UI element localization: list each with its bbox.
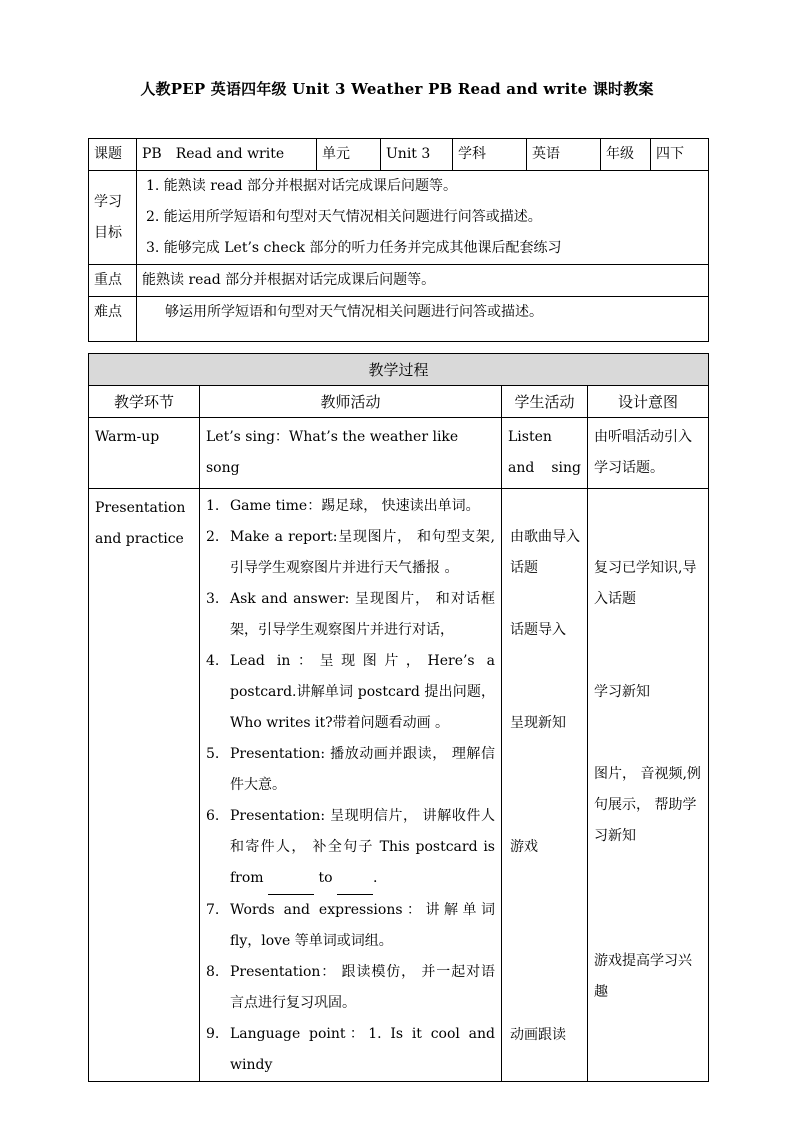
intent-item: 图片， 音视频,例句展示， 帮助学习新知 — [594, 766, 701, 844]
warmup-student: Listen and sing — [502, 418, 588, 489]
student-item: 呈现新知 — [510, 715, 566, 731]
intent-item: 学习新知 — [594, 684, 650, 700]
step-item: 1. Game time：踢足球， 快速读出单词。 — [206, 498, 480, 514]
danyuan-value: Unit 3 — [381, 139, 453, 171]
nianji-value: 四下 — [651, 139, 709, 171]
goals-label — [89, 171, 137, 265]
step-item: 6. Presentation: 呈现明信片， 讲解收件人和寄件人， 补全句子 This postcard is from to . — [206, 801, 495, 895]
xueke-label: 学科 — [453, 139, 527, 171]
goals-label-line1: 学习 — [94, 193, 122, 210]
warmup-stage: Warm-up — [89, 418, 200, 489]
header-student: 学生活动 — [502, 386, 588, 418]
step-item: 8. Presentation： 跟读模仿， 并一起对语言点进行复习巩固。 — [206, 964, 495, 1011]
blank-receiver — [337, 863, 373, 895]
diff-value: 够运用所学短语和句型对天气情况相关问题进行问答或描述。 — [137, 297, 709, 342]
intent-item: 复习已学知识,导入话题 — [594, 560, 697, 607]
stage-line: Presentation — [95, 500, 186, 516]
header-intent: 设计意图 — [588, 386, 709, 418]
design-intent — [588, 489, 709, 1082]
blank-sender — [268, 863, 314, 895]
keti-label: 课题 — [89, 139, 137, 171]
stage-line: and practice — [95, 531, 184, 547]
process-heading: 教学过程 — [89, 354, 709, 386]
nianji-label: 年级 — [601, 139, 651, 171]
keti-value: PB Read and write — [137, 139, 317, 171]
goal-item: 3. 能够完成 Let’s check 部分的听力任务并完成其他课后配套练习 — [146, 240, 562, 256]
step-item: 2. Make a report:呈现图片， 和句型支架,引导学生观察图片并进行天气播报 。 — [206, 529, 495, 576]
intent-item: 游戏提高学习兴趣 — [594, 953, 692, 1000]
goals-label-line2: 目标 — [94, 224, 122, 241]
danyuan-label: 单元 — [317, 139, 381, 171]
student-activities — [502, 489, 588, 1082]
step-item: 5. Presentation: 播放动画并跟读， 理解信件大意。 — [206, 746, 495, 793]
page-title: 人教PEP 英语四年级 Unit 3 Weather PB Read and write 课时教案 — [140, 80, 654, 98]
student-item: 动画跟读 — [510, 1027, 566, 1043]
goal-item: 1. 能熟读 read 部分并根据对话完成课后问题等。 — [146, 178, 457, 194]
header-teacher: 教师活动 — [200, 386, 502, 418]
teacher-steps — [200, 489, 502, 1082]
step-item: 9. Language point：1. Is it cool and windy — [206, 1026, 495, 1073]
header-stage: 教学环节 — [89, 386, 200, 418]
warmup-teacher: Let’s sing：What’s the weather like song — [200, 418, 502, 489]
student-item: 游戏 — [510, 839, 538, 855]
step-item: 7. Words and expressions：讲解单词 fly，love 等单词或词组。 — [206, 902, 495, 949]
step-item: 4. Lead in：呈现图片，Here’s a postcard.讲解单词 postcard 提出问题，Who writes it?带着问题看动画 。 — [206, 653, 495, 731]
presentation-stage — [89, 489, 200, 1082]
goal-item: 2. 能运用所学短语和句型对天气情况相关问题进行问答或描述。 — [146, 209, 542, 225]
step-item: 3. Ask and answer: 呈现图片， 和对话框架，引导学生观察图片并进行对话， — [206, 591, 495, 638]
process-table — [88, 353, 709, 1082]
diff-label: 难点 — [89, 297, 137, 342]
info-table — [88, 138, 709, 342]
goals-content — [137, 171, 709, 265]
xueke-value: 英语 — [527, 139, 601, 171]
warmup-intent: 由听唱活动引入学习话题。 — [588, 418, 709, 489]
student-item: 由歌曲导入话题 — [510, 529, 580, 576]
student-item: 话题导入 — [510, 622, 566, 638]
key-value: 能熟读 read 部分并根据对话完成课后问题等。 — [137, 265, 709, 297]
key-label: 重点 — [89, 265, 137, 297]
